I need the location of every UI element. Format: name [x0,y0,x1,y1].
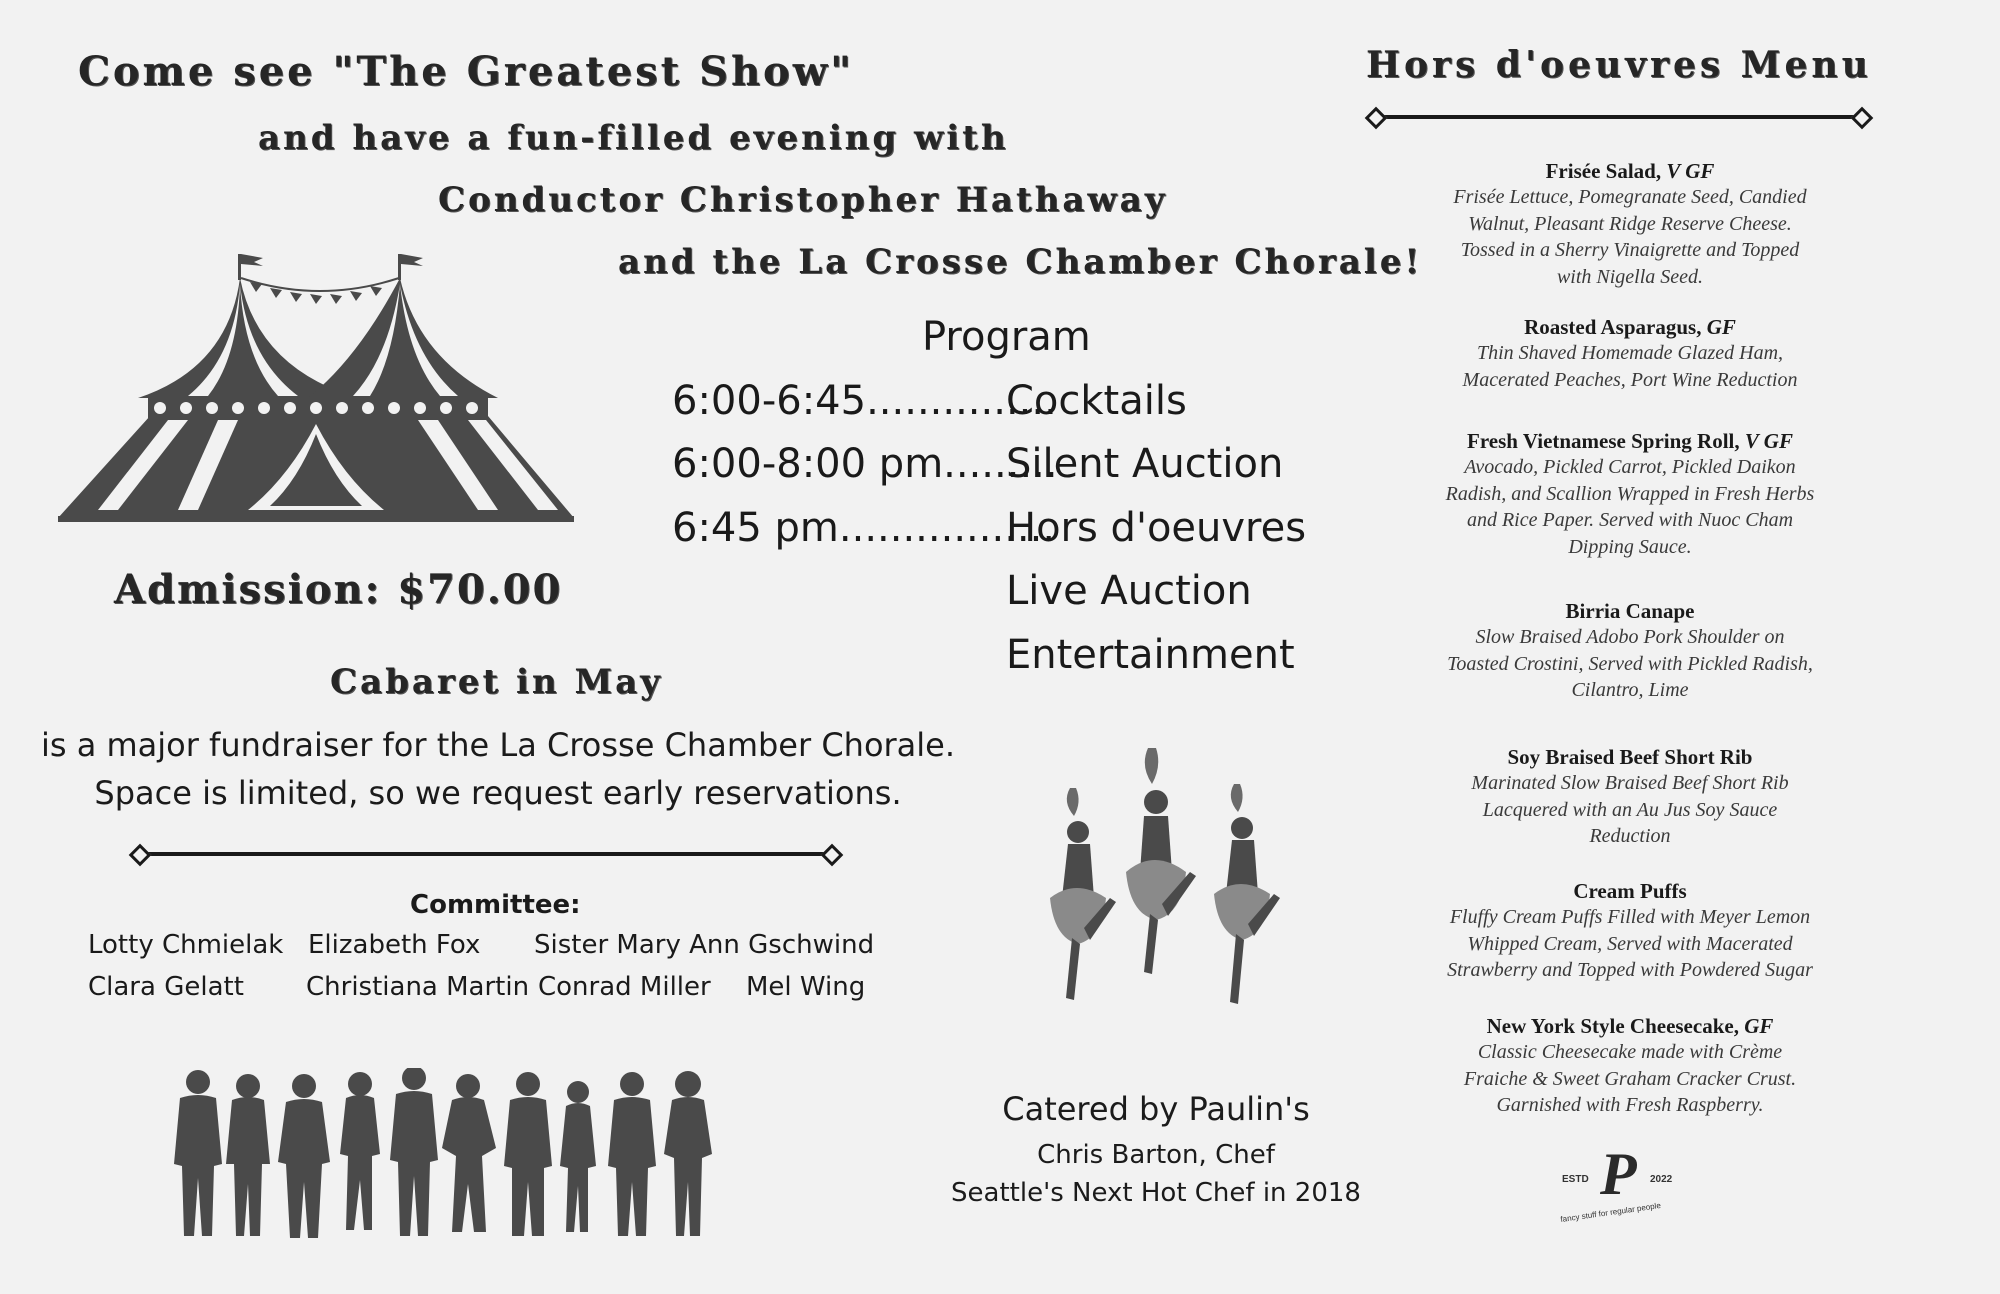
menu-item-desc: Frisée Lettuce, Pomegranate Seed, Candied [1453,186,1807,208]
program-event: Hors d'oeuvres [1006,505,1307,551]
menu-item-desc: Avocado, Pickled Carrot, Pickled Daikon [1464,456,1796,478]
menu-item-desc: Dipping Sauce. [1568,535,1692,558]
menu-item-desc: Lacquered with an Au Jus Soy Sauce [1482,798,1778,821]
menu-item [1400,878,1860,984]
menu-item-desc: Whipped Cream, Served with Macerated [1467,932,1793,955]
menu-item-desc: Thin Shaved Homemade Glazed Ham, [1476,342,1784,364]
menu-item-name: New York Style Cheesecake, GF [1486,1014,1774,1038]
menu-item-desc: Tossed in a Sherry Vinaigrette and Topped [1460,239,1800,261]
menu-item-name: Roasted Asparagus, GF [1524,315,1736,339]
menu-item-desc: Cilantro, Lime [1571,679,1689,701]
menu-item-desc: Fraiche & Sweet Graham Cracker Crust. [1463,1067,1797,1090]
menu-item-desc: Reduction [1589,825,1671,847]
committee-title: Committee: [410,890,581,920]
menu-item-desc: Classic Cheesecake made with Crème [1477,1041,1783,1063]
menu-item-desc: Marinated Slow Braised Beef Short Rib [1471,772,1789,794]
menu-item-desc: with Nigella Seed. [1556,265,1704,288]
menu-item-desc: and Rice Paper. Served with Nuoc Cham [1466,509,1794,531]
people-silhouettes-icon [158,1068,778,1244]
program-time: 6:45 pm................. [672,505,1056,551]
menu-item-name: Frisée Salad, V GF [1545,159,1715,183]
program-event: Entertainment [1006,632,1295,678]
cabaret-description-line-1: is a major fundraiser for the La Crosse Chamber Chorale. [40,726,956,764]
logo-estd: ESTD [1562,1174,1589,1185]
catering-award: Seattle's Next Hot Chef in 2018 [951,1178,1361,1208]
menu-item-name: Birria Canape [1565,599,1695,623]
committee-member: Christiana Martin [306,972,530,1002]
menu-item [1400,158,1860,290]
menu-item-name: Cream Puffs [1573,879,1687,903]
committee-member: Lotty Chmielak [88,930,284,960]
menu-item-desc: Radish, and Scallion Wrapped in Fresh Herbs [1445,482,1815,505]
logo-tagline: fancy stuff for regular people [1559,1200,1662,1225]
menu-item-tags: V GF [1744,429,1793,453]
admission-price: Admission: $70.00 [114,566,563,613]
committee-member: Elizabeth Fox [308,930,481,960]
cabaret-description-line-2: Space is limited, so we request early reservations. [94,774,902,812]
headline-line-3: Conductor Christopher Hathaway [438,180,1168,220]
headline-line-2: and have a fun-filled evening with [258,118,1009,158]
program-event: Live Auction [1006,568,1252,614]
menu-item-desc: Slow Braised Adobo Pork Shoulder on [1475,626,1785,648]
paulins-logo-icon [1548,1141,1698,1226]
committee-member: Clara Gelatt [88,972,244,1002]
menu-item [1400,428,1860,560]
menu-item [1400,1013,1860,1119]
circus-tent-icon [58,248,574,528]
committee-member: Sister Mary Ann Gschwind [534,930,875,960]
committee-member: Conrad Miller [538,972,711,1002]
catering-title: Catered by Paulin's [1002,1090,1310,1128]
committee-member: Mel Wing [746,972,866,1002]
catering-chef: Chris Barton, Chef [1037,1140,1275,1170]
logo-letter: P [1600,1141,1637,1207]
cabaret-title: Cabaret in May [330,662,663,702]
menu-item [1400,744,1860,850]
headline-line-4: and the La Crosse Chamber Chorale! [618,242,1423,282]
menu-title: Hors d'oeuvres Menu [1366,44,1872,86]
menu-item-tags: GF [1744,1014,1774,1038]
menu-item-desc: Strawberry and Topped with Powdered Sugar [1447,959,1813,981]
menu-item [1400,598,1860,704]
menu-item [1400,314,1860,393]
left-divider [140,852,832,856]
program-time: 6:00-6:45............... [672,378,1057,424]
logo-year: 2022 [1650,1174,1673,1185]
menu-item-tags: GF [1706,315,1736,339]
menu-item-desc: Walnut, Pleasant Ridge Reserve Cheese. [1468,212,1792,235]
can-can-dancers-icon [1032,748,1282,1016]
menu-item-name: Fresh Vietnamese Spring Roll, V GF [1467,429,1793,453]
menu-item-desc: Toasted Crostini, Served with Pickled Radish, [1447,652,1813,675]
menu-item-name: Soy Braised Beef Short Rib [1507,745,1753,769]
menu-divider [1376,115,1862,119]
menu-item-desc: Fluffy Cream Puffs Filled with Meyer Lemon [1449,906,1811,928]
headline-line-1: Come see "The Greatest Show" [78,48,854,95]
menu-item-tags: V GF [1666,159,1715,183]
program-event: Silent Auction [1006,441,1284,487]
program-title: Program [922,314,1091,360]
program-event: Cocktails [1006,378,1187,424]
program-time: 6:00-8:00 pm......... [672,441,1058,487]
menu-item-desc: Garnished with Fresh Raspberry. [1496,1094,1764,1116]
menu-item-desc: Macerated Peaches, Port Wine Reduction [1462,368,1798,391]
